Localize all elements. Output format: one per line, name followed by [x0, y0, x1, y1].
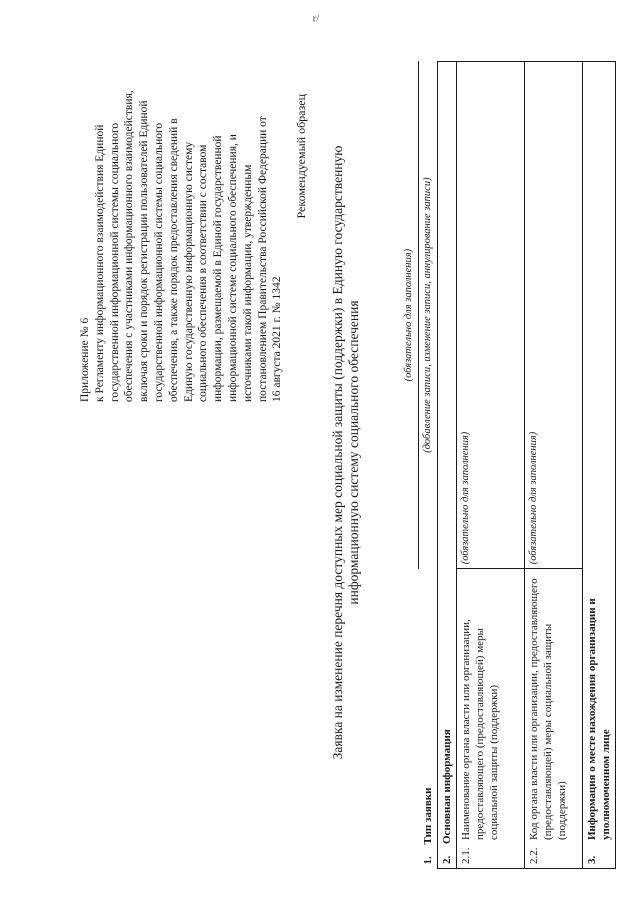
appendix-line: информационной системе социального обеспечения, и — [226, 134, 239, 402]
appendix-line: источниками такой информации, утвержденным — [241, 164, 254, 402]
field-2-1-value[interactable]: (обязательно для заполнения) — [457, 62, 525, 569]
appendix-line: Единую государственную информационную систему — [182, 141, 195, 402]
appendix-line: информации, размещаемой в Единой государственной — [212, 135, 225, 402]
title-line-2: информационную систему социального обеспечения — [346, 300, 361, 605]
section-2-header — [438, 62, 457, 869]
field-row-2-1 — [457, 62, 525, 869]
appendix-line: 16 августа 2021 г. № 1342 — [271, 276, 284, 402]
field-row-2-2 — [525, 62, 583, 869]
appendix-line: государственной информационной системы социального — [108, 122, 121, 402]
type-required-hint: (обязательно для заполнения) — [400, 62, 419, 569]
appendix-line: включая сроки и порядок регистрации пользователей Единой — [138, 100, 151, 402]
appendix-line: государственной информационной системы социального — [152, 122, 165, 402]
scan-mark: r/ — [312, 12, 320, 25]
field-2-2-label: 2.2. Код органа власти или организации, предоставляющего (предоставляющей) меры социальной защиты (поддержки) — [525, 569, 583, 869]
section-2-label: 2.Основная информация — [438, 62, 457, 869]
section-3-label: 3. Информация о месте нахождения организации и уполномоченном лице — [583, 62, 616, 869]
appendix-line: постановлением Правительства Российской Федерации от — [256, 116, 269, 402]
appendix-line: обеспечения с участниками информационного взаимодействия, — [123, 90, 136, 402]
document-title — [330, 40, 362, 865]
appendix-line: Приложение № 6 — [79, 317, 91, 402]
appendix-line: к Регламенту информационного взаимодействия Единой — [93, 124, 106, 402]
sample-label: Рекомендуемый образец — [294, 94, 308, 219]
section-1-label: 1.Тип заявки — [421, 787, 434, 865]
section-1-row — [419, 62, 438, 869]
appendix-line: обеспечения, а также порядок предоставления сведений в — [167, 118, 180, 402]
field-2-1-label: 2.1. Наименование органа власти или организации, предоставляющего (предоставляющей) меры социальной защиты (поддержки) — [457, 569, 525, 869]
section-3-header — [583, 62, 616, 869]
field-2-2-value[interactable]: (обязательно для заполнения) — [525, 62, 583, 569]
title-line-1: Заявка на изменение перечня доступных мер социальной защиты (поддержки) в Единую государственную — [330, 145, 345, 760]
appendix-line: социального обеспечения в соответствии с составом — [197, 144, 210, 402]
appendix-header — [78, 32, 285, 402]
section-1-hint: (добавление записи, изменение записи, аннулирование записи) — [422, 177, 433, 453]
application-form-table — [400, 61, 616, 869]
